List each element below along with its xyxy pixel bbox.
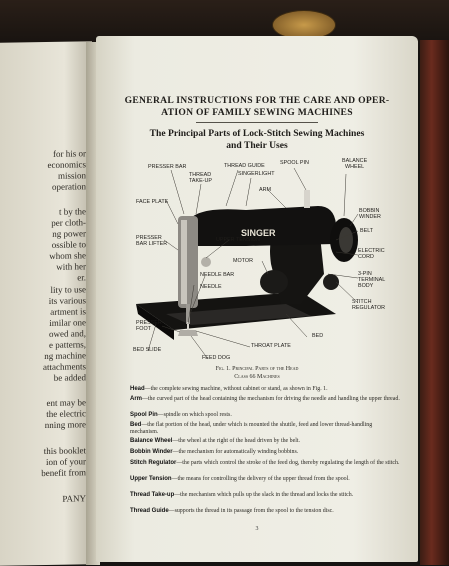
term: Bobbin Winder <box>130 449 173 455</box>
definition-arm <box>130 396 400 403</box>
definition-spool-pin <box>130 412 400 419</box>
label-thread-take-up: THREAD TAKE-UP <box>189 172 212 184</box>
left-line: attachments <box>43 361 86 373</box>
label-face-plate: FACE PLATE <box>136 199 169 205</box>
definition-text: —the complete sewing machine, without cabinet or stand, as shown in Fig. 1. <box>144 386 328 392</box>
left-line: be added <box>53 372 86 383</box>
definition-text: —the means for controlling the delivery of the upper thread from the spool. <box>171 476 350 482</box>
left-line: economics <box>47 159 86 170</box>
definition-stitch-regulator <box>130 460 400 467</box>
label-singerlight: SINGERLIGHT <box>238 171 275 177</box>
left-page <box>0 41 92 566</box>
left-line: ng machine <box>44 350 86 362</box>
term: Thread Guide <box>130 508 169 514</box>
book-cover-edge <box>420 40 449 565</box>
term: Upper Tension <box>130 476 172 482</box>
term: Arm <box>130 396 143 402</box>
left-line: per cloth- <box>51 217 86 228</box>
definition-text: —the flat portion of the head, under which is mounted the shuttle, feed and lower thread-handling mechanism. <box>130 422 373 435</box>
upper-tension-disc <box>201 257 211 267</box>
definition-bobbin-winder <box>130 449 400 456</box>
machine-arm <box>188 206 336 246</box>
left-line: whom she <box>49 250 86 261</box>
left-line: lity to use <box>50 284 86 295</box>
definition-text: —the wheel at the right of the head driven by the belt. <box>172 438 300 444</box>
label-spool-pin: SPOOL PIN <box>280 160 309 166</box>
label-thread-guide: THREAD GUIDE <box>224 163 265 169</box>
term: Spool Pin <box>130 412 158 418</box>
label-stitch-regulator: STITCH REGULATOR <box>352 299 386 311</box>
label-upper-tension: UPPER TENSION <box>216 237 260 243</box>
label-belt: BELT <box>360 228 374 234</box>
left-line: nning more <box>44 419 86 431</box>
term: Balance Wheel <box>130 438 173 444</box>
spool-pin <box>304 190 310 208</box>
definition-thread-take-up <box>130 492 400 499</box>
left-line: t by the <box>59 206 86 217</box>
label-bed-slide: BED SLIDE <box>133 347 162 353</box>
left-line: imilar one <box>49 317 86 328</box>
left-line: operation <box>52 181 86 192</box>
label-electric-cord: ELECTRIC CORD <box>358 248 385 260</box>
definition-bed <box>130 422 400 435</box>
title-rule <box>196 122 318 123</box>
subtitle-line1: The Principal Parts of Lock-Stitch Sewing Machines <box>149 128 365 139</box>
subtitle-line2: and Their Uses <box>226 140 288 151</box>
label-presser-bar-lifter: PRESSER BAR LIFTER <box>136 235 168 247</box>
stitch-regulator <box>323 274 339 290</box>
left-line: mission <box>57 170 86 181</box>
label-motor: MOTOR <box>233 258 253 264</box>
right-page <box>96 36 418 562</box>
definition-text: —the parts which control the stroke of the feed dog, thereby regulating the length of the stitch. <box>176 460 400 466</box>
figure-caption-line2: Class 66 Machines <box>234 374 280 380</box>
left-line: e patterns, <box>49 339 86 350</box>
label-presser-foot: PRESSER FOOT <box>136 320 162 332</box>
definition-text: —spindle on which spool rests. <box>157 412 232 418</box>
label-3-pin-terminal-body: 3-PIN TERMINAL BODY <box>358 271 386 289</box>
label-arm: ARM <box>259 187 271 193</box>
definition-balance-wheel <box>130 438 400 445</box>
label-throat-plate: THROAT PLATE <box>251 343 291 349</box>
label-needle: NEEDLE <box>200 284 222 290</box>
definition-text: —the mechanism which pulls up the slack in the thread and locks the stitch. <box>174 492 354 498</box>
label-balance-wheel: BALANCE WHEEL <box>342 158 368 170</box>
main-title-line1: GENERAL INSTRUCTIONS FOR THE CARE AND OPER- <box>124 95 390 106</box>
label-bed: BED <box>312 333 324 339</box>
definition-text: —the curved part of the head containing the mechanism for driving the needle and handling the upper thread. <box>142 396 400 402</box>
definition-thread-guide <box>130 508 400 515</box>
main-title-line2: ATION OF FAMILY SEWING MACHINES <box>161 107 353 118</box>
definition-text: —the mechanism for automatically winding bobbins. <box>172 449 299 455</box>
presser-foot <box>178 330 198 336</box>
figure-caption-line1: Fig. 1. Principal Parts of the Head <box>215 366 299 372</box>
left-line: ion of your <box>46 456 86 467</box>
left-line: er. <box>77 272 86 283</box>
motor <box>260 270 288 294</box>
left-line: ossible to <box>51 239 86 250</box>
term: Thread Take-up <box>130 492 175 498</box>
left-line: ent may be <box>46 397 86 408</box>
left-line: artment is <box>50 306 86 317</box>
definition-head <box>130 386 400 393</box>
label-feed-dog: FEED DOG <box>202 355 231 361</box>
left-line: its various <box>48 295 86 306</box>
term: Bed <box>130 422 142 428</box>
label-presser-bar: PRESSER BAR <box>148 164 187 170</box>
page-number: 3 <box>255 526 259 532</box>
definition-text: —supports the thread in its passage from the spool to the tension disc. <box>168 508 334 514</box>
definition-upper-tension <box>130 476 400 483</box>
left-line: this booklet <box>43 445 86 457</box>
term: Head <box>130 386 145 392</box>
left-line: benefit from <box>41 467 86 479</box>
left-line: for his or <box>53 148 86 159</box>
term: Stitch Regulator <box>130 460 177 466</box>
brand-text: SINGER <box>241 228 276 238</box>
left-line: with her <box>56 261 86 272</box>
left-line: PANY <box>62 493 86 504</box>
label-bobbin-winder: BOBBIN WINDER <box>359 208 381 220</box>
label-needle-bar: NEEDLE BAR <box>200 272 235 278</box>
left-line: owed and, <box>49 328 86 339</box>
left-line: the electric <box>46 408 86 419</box>
left-line: ng power <box>52 228 86 239</box>
